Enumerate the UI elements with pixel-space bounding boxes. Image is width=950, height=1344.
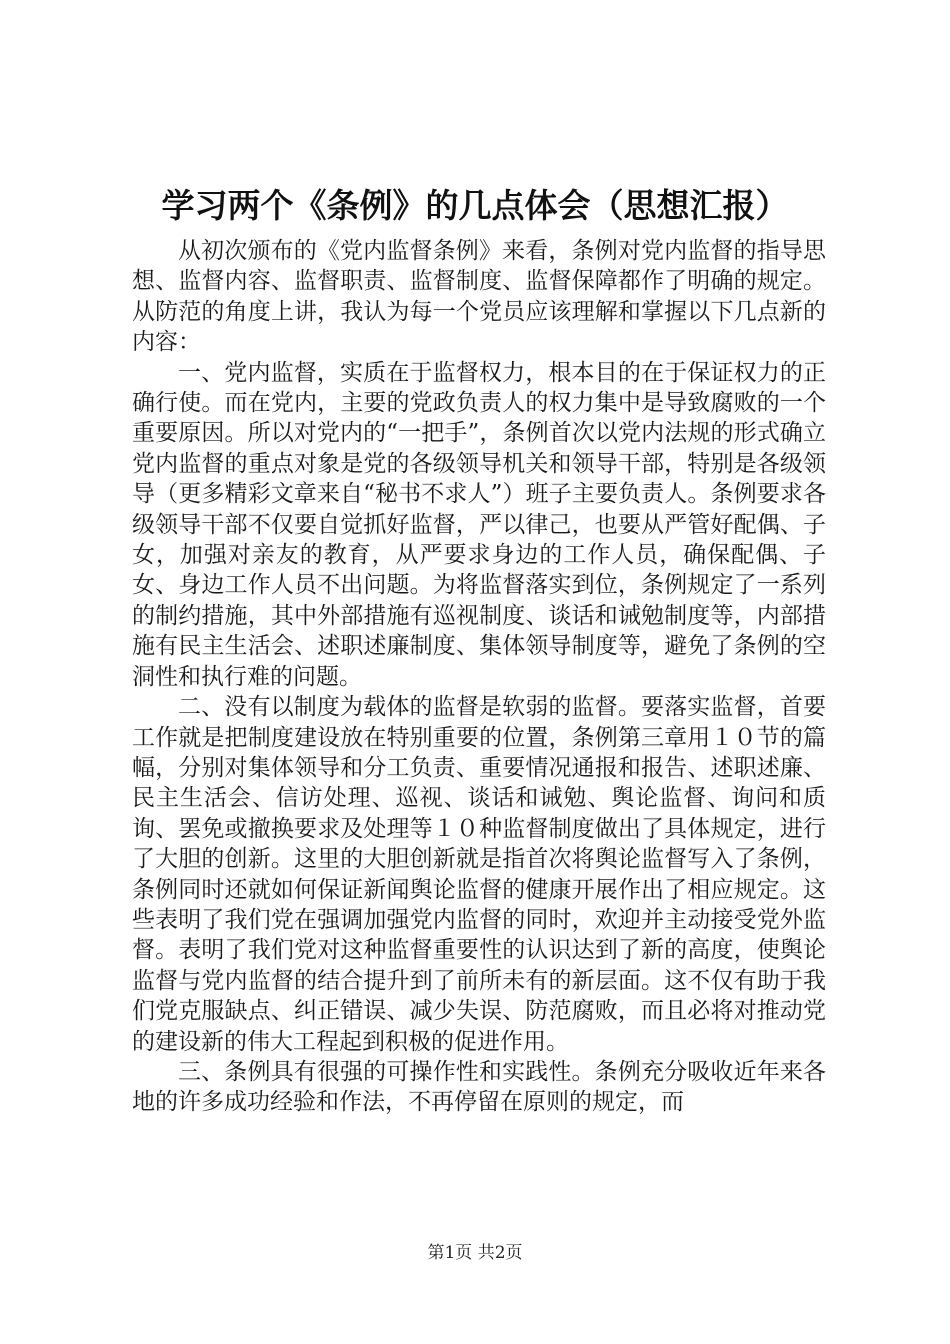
paragraph-point-three: 三、条例具有很强的可操作性和实践性。条例充分吸收近年来各地的许多成功经验和作法，不再停留在原则的规定，而	[132, 1058, 826, 1116]
document-body	[132, 236, 826, 1118]
page-number-footer: 第1页 共2页	[427, 1243, 523, 1263]
paragraph-point-one: 一、党内监督，实质在于监督权力，根本目的在于保证权力的正确行使。而在党内，主要的党政负责人的权力集中是导致腐败的一个重要原因。所以对党内的“一把手”，条例首次以党内法规的形式确立党内监督的重点对象是党的各级领导机关和领导干部，特别是各级领导（更多精彩文章来自“秘书不求人”）班子主要负责人。条例要求各级领导干部不仅要自觉抓好监督，严以律己，也要从严管好配偶、子女，加强对亲友的教育，从严要求身边的工作人员，确保配偶、子女、身边工作人员不出问题。为将监督落实到位，条例规定了一系列的制约措施，其中外部措施有巡视制度、谈话和诫勉制度等，内部措施有民主生活会、述职述廉制度、集体领导制度等，避免了条例的空洞性和执行难的问题。	[132, 359, 826, 690]
paragraph-point-two: 二、没有以制度为载体的监督是软弱的监督。要落实监督，首要工作就是把制度建设放在特别重要的位置，条例第三章用１０节的篇幅，分别对集体领导和分工负责、重要情况通报和报告、述职述廉、民主生活会、信访处理、巡视、谈话和诫勉、舆论监督、询问和质询、罢免或撤换要求及处理等１０种监督制度做出了具体规定，进行了大胆的创新。这里的大胆创新就是指首次将舆论监督写入了条例，条例同时还就如何保证新闻舆论监督的健康开展作出了相应规定。这些表明了我们党在强调加强党内监督的同时，欢迎并主动接受党外监督。表明了我们党对这种监督重要性的认识达到了新的高度，使舆论监督与党内监督的结合提升到了前所未有的新层面。这不仅有助于我们党克服缺点、纠正错误、减少失误、防范腐败，而且必将对推动党的建设新的伟大工程起到积极的促进作用。	[132, 694, 826, 1055]
paragraph-intro: 从初次颁布的《党内监督条例》来看，条例对党内监督的指导思想、监督内容、监督职责、监督制度、监督保障都作了明确的规定。从防范的角度上讲，我认为每一个党员应该理解和掌握以下几点新的内容：	[132, 238, 826, 356]
document-title: 学习两个《条例》的几点体会（思想汇报）	[161, 186, 789, 225]
